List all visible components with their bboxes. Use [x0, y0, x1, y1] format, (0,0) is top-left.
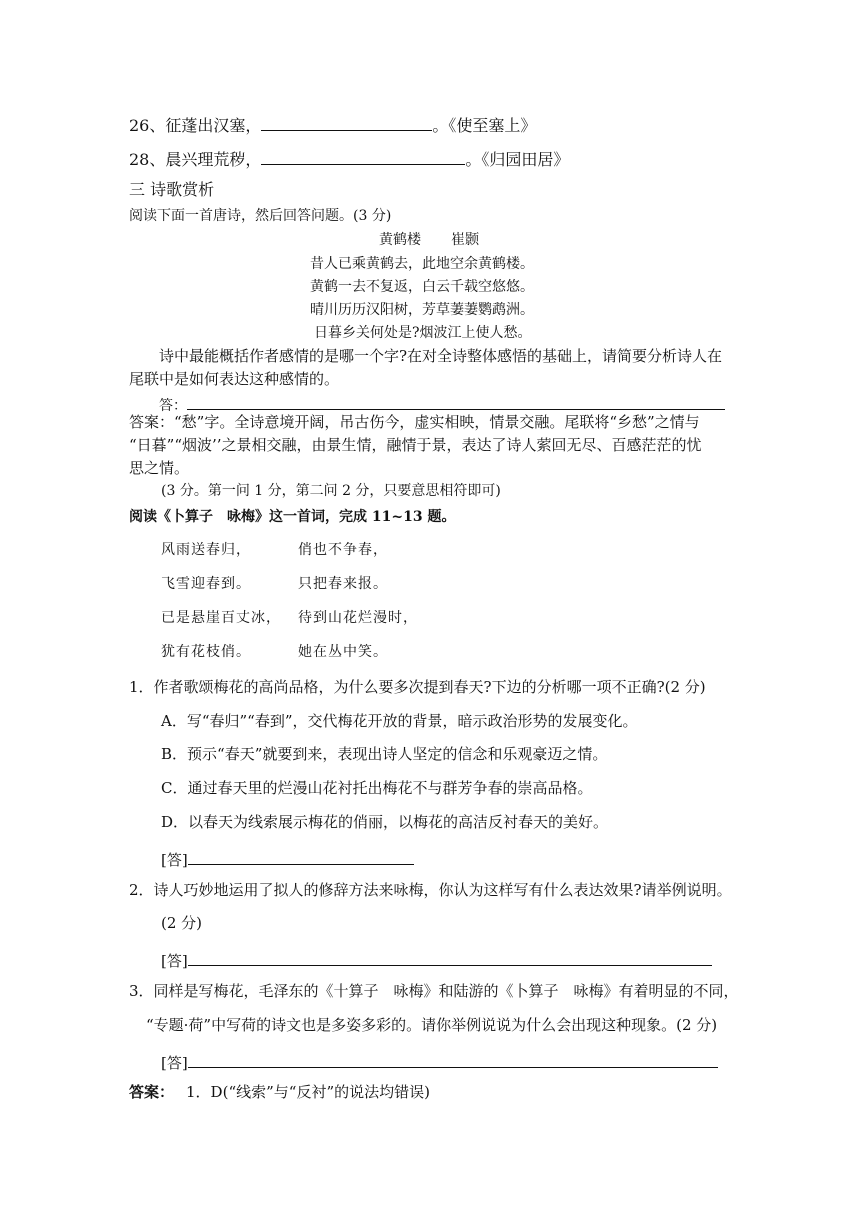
question-26-text: 26、征蓬出汉塞， [129, 116, 262, 135]
poem-line: 黄鹤一去不复返，白云千载空悠悠。 [310, 279, 534, 295]
option-c: C．通过春天里的烂漫山花衬托出梅花不与群芳争春的崇高品格。 [161, 779, 593, 797]
question-28 [129, 148, 569, 168]
poem-author: 崔颢 [451, 232, 479, 248]
ci-line-right: 只把春来报。 [298, 576, 388, 592]
ci-line-right: 待到山花烂漫时， [298, 610, 418, 626]
question-28-source: 。《归园田居》 [465, 150, 570, 169]
ci-line-left: 风雨送春归， [161, 542, 251, 558]
answer-blank-q3[interactable] [188, 1052, 718, 1068]
ci-line-right: 俏也不争春， [298, 542, 388, 558]
poem-line: 晴川历历汉阳树，芳草萋萋鹦鹉洲。 [310, 302, 534, 318]
final-answer-text: 1．D(“线索”与“反衬”的说法均错误) [186, 1083, 430, 1101]
question-3-line1: 3．同样是写梅花，毛泽东的《十算子 咏梅》和陆游的《卜算子 咏梅》有着明显的不同， [129, 982, 739, 1000]
poem-title-line [379, 233, 479, 247]
poem-answer-blank[interactable] [187, 395, 725, 410]
ci-line-left: 犹有花枝俏。 [161, 644, 251, 660]
section-heading: 三 诗歌赏析 [129, 180, 215, 199]
ci-intro: 阅读《卜算子 咏梅》这一首词，完成 11~13 题。 [129, 509, 456, 525]
answer-prefix: 答： [159, 398, 187, 414]
poem-answer-line2: “日暮”“烟波’’之景相交融，由景生情，融情于景，表达了诗人萦回无尽、百感茫茫的忧 [129, 436, 702, 454]
final-answer [129, 1085, 430, 1100]
answer-row-1 [161, 849, 414, 868]
question-2-line2: (2 分) [161, 914, 203, 932]
poem-line: 昔人已乘黄鹤去，此地空余黄鹤楼。 [310, 256, 534, 272]
option-a: A．写“春归”“春到”，交代梅花开放的背景，暗示政治形势的发展变化。 [161, 712, 638, 730]
question-26 [129, 114, 536, 134]
ci-line-right: 她在丛中笑。 [298, 644, 388, 660]
answer-blank-q1[interactable] [188, 849, 414, 865]
answer-row-2 [161, 950, 712, 969]
poem-scoring-note: (3 分。第一问 1 分，第二问 2 分，只要意思相符即可) [161, 483, 501, 499]
poem-intro: 阅读下面一首唐诗，然后回答问题。(3 分) [129, 208, 392, 224]
poem-answer-line3: 思之情。 [129, 459, 190, 477]
question-2-line1: 2．诗人巧妙地运用了拟人的修辞方法来咏梅，你认为这样写有什么表达效果?请举例说明。 [129, 881, 732, 899]
poem-title: 黄鹤楼 [379, 232, 421, 248]
poem-answer-line1: 答案：“愁”字。全诗意境开阔，吊古伤今，虚实相映，情景交融。尾联将“乡愁”之情与 [129, 413, 700, 431]
answer-blank-28[interactable] [261, 148, 465, 165]
answer-label: [答] [161, 851, 188, 869]
ci-line-left: 已是悬崖百丈冰， [161, 610, 281, 626]
answer-label: [答] [161, 1054, 188, 1072]
answer-blank-q2[interactable] [188, 950, 712, 966]
question-3-line2: “专题·荷”中写荷的诗文也是多姿多彩的。请你举例说说为什么会出现这种现象。(2 分) [146, 1016, 718, 1034]
option-d: D．以春天为线索展示梅花的俏丽，以梅花的高洁反衬春天的美好。 [161, 813, 609, 831]
poem-line: 日暮乡关何处是?烟波江上使人愁。 [314, 325, 532, 341]
question-26-source: 。《使至塞上》 [432, 116, 537, 135]
poem-question-line2: 尾联中是如何表达这种感情的。 [129, 370, 340, 388]
answer-row-3 [161, 1052, 718, 1071]
answer-blank-26[interactable] [261, 114, 432, 131]
poem-question-line1: 诗中最能概括作者感情的是哪一个字?在对全诗整体感悟的基础上，请简要分析诗人在 [159, 347, 723, 365]
ci-line-left: 飞雪迎春到。 [161, 576, 251, 592]
option-b: B．预示“春天”就要到来，表现出诗人坚定的信念和乐观豪迈之情。 [161, 745, 608, 763]
poem-answer-row [159, 395, 725, 413]
final-answer-label: 答案： [129, 1083, 175, 1101]
question-1: 1．作者歌颂梅花的高尚品格，为什么要多次提到春天?下边的分析哪一项不正确?(2 分) [129, 678, 706, 696]
question-28-text: 28、晨兴理荒秽， [129, 150, 262, 169]
answer-label: [答] [161, 952, 188, 970]
